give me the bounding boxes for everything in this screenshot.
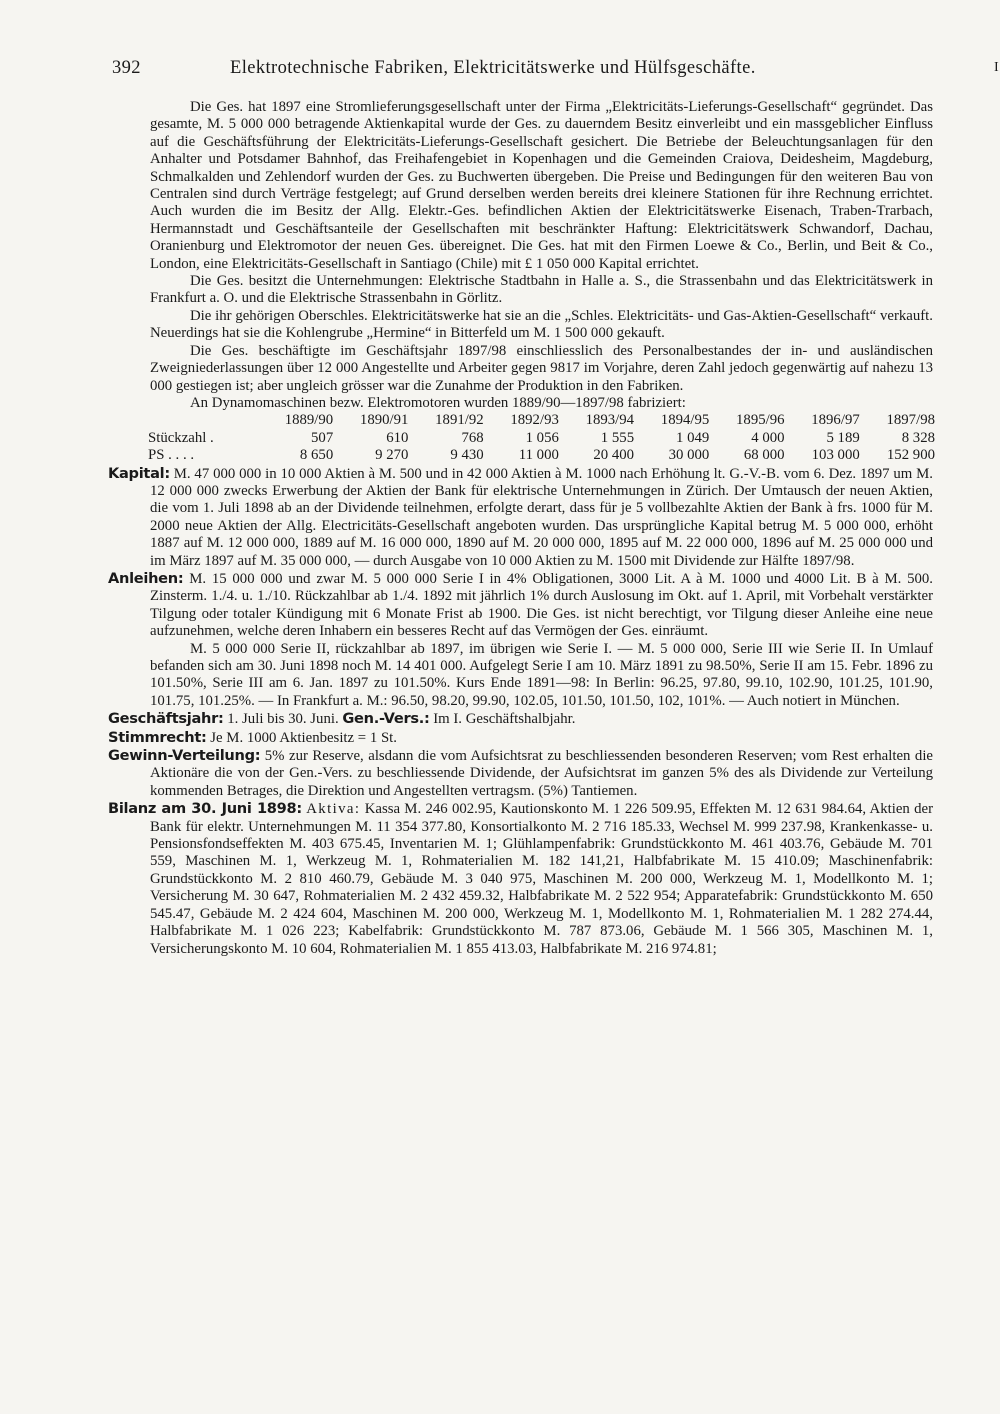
- section-geschaeftsjahr: [108, 710, 933, 728]
- body-text: [108, 99, 933, 958]
- year-header: 1890/91: [359, 412, 409, 429]
- paragraph-oberschles: Die ihr gehörigen Oberschles. Elektricitätswerke hat sie an die „Schles. Elektricitäts- und Gas-Aktien-Gesellschaft“ verkauft. Neuerdings hat sie die Kohlengrube „Hermine“ in Bitterfeld um M. 1 500 000 gekauft.: [150, 307, 933, 342]
- section-label-geschaeftsjahr: Geschäftsjahr:: [108, 710, 224, 728]
- section-text-stimmrecht: Je M. 1000 Aktienbesitz = 1 St.: [210, 729, 397, 746]
- table-cell: 9 430: [450, 447, 484, 464]
- section-bilanz: [108, 800, 933, 958]
- year-header: 1889/90: [284, 412, 334, 429]
- paragraph-subsidiary: Die Ges. hat 1897 eine Stromlieferungsgesellschaft unter der Firma „Elektricitäts-Lieferungs-Gesellschaft“ gegründet. Das gesamte, M. 5 000 000 betragende Aktienkapital wurde der Ges. zu dauerndem Besitz einverleibt und ein massgeblicher Einfluss auf die Geschäftsführung der Elektricitäts-Lieferungs-Gesellschaft gesichert. Die Betriebe der Beleuchtungsanlagen für den Anhalter und Potsdamer Bahnhof, das Freihafengebiet in Kopenhagen und die Gemeinden Craiova, Deidesheim, Magdeburg, Schmalkalden und Zehlendorf wurden der Ges. zu Buchwerten übergeben. Die Preise und Bedingungen für den weiteren Bau von Centralen sind durch Verträge festgelegt; auf Grund derselben werden bereits drei kleinere Stationen für ihre Rechnung errichtet. Auch wurden die im Besitz der Allg. Elektr.-Ges. befindlichen Aktien der Elektricitätswerke Eisenach, Traben-Trarbach, Hermannstadt und Geschäftsanteile der Gesellschaften mit beschränkter Haftung: Elektricitätswerk Schwandorf, Dachau, Oranienburg und Elektromotor der neuen Ges. übereignet. Die Ges. hat mit den Firmen Loewe & Co., Berlin, und Beit & Co., London, eine Elektricitäts-Gesellschaft in Santiago (Chile) mit £ 1 050 000 Kapital errichtet.: [150, 99, 933, 272]
- paragraph-enterprises: Die Ges. besitzt die Unternehmungen: Elektrische Stadtbahn in Halle a. S., die Strassenbahn und das Elektricitätswerk in Frankfurt a. O. und die Elektrische Strassenbahn in Görlitz.: [150, 273, 933, 307]
- section-text-genvers: Im I. Geschäftshalbjahr.: [433, 711, 576, 728]
- section-anleihen: [108, 570, 933, 641]
- table-cell: 1 555: [600, 429, 635, 446]
- table-cell: 20 400: [593, 447, 635, 464]
- section-label-bilanz: Bilanz am 30. Juni 1898:: [108, 800, 302, 818]
- section-label-gewinn: Gewinn-Verteilung:: [108, 747, 261, 765]
- edge-mark: I: [994, 60, 999, 75]
- section-label-anleihen: Anleihen:: [108, 569, 184, 587]
- table-row: [148, 430, 935, 447]
- section-text-kapital: M. 47 000 000 in 10 000 Aktien à M. 500 und in 42 000 Aktien à M. 1000 nach Erhöhung lt. G.-V.-B. vom 6. Dez. 1897 um M. 12 000 000 zwecks Erwerbung der Aktien der Bank für elektrische Unternehmungen in Zürich. Der Umtausch der neuen Aktien, die vom 1. Juli 1898 ab an der Dividende teilnehmen, erfolgte derart, dass für je 5 vollbezahlte Aktien der Bank à frs. 1000 für M. 2000 neue Aktien der Allg. Electricitäts-Gesellschaft angeboten wurden. Das ursprüngliche Kapital betrug M. 5 000 000, erhöht 1887 auf M. 12 000 000, 1889 auf M. 16 000 000, 1890 auf M. 20 000 000, 1895 auf M. 22 000 000, 1896 auf M. 25 000 000 und im März 1897 auf M. 35 000 000, — durch Ausgabe von 10 000 Aktien zu M. 1500 mit Dividende zur Hälfte 1897/98.: [150, 465, 933, 569]
- bilanz-aktiva-label: Aktiva:: [306, 801, 361, 818]
- year-header: 1894/95: [660, 412, 710, 429]
- table-cell: 507: [311, 429, 334, 446]
- year-header: 1895/96: [736, 412, 785, 429]
- section-text-anleihen: M. 15 000 000 und zwar M. 5 000 000 Serie I in 4% Obligationen, 3000 Lit. A à M. 1000 und 4000 Lit. B à M. 500. Zinsterm. 1./4. u. 1./10. Rückzahlbar ab 1./4. 1892 mit jährlich 1% durch Auslosung im Okt. auf 1. April, mit Vorbehalt verstärkter Tilgung oder totaler Kündigung mit 6 Monate Frist ab 1900. Die Ges. ist nicht berechtigt, vor Tilgung dieser Anleihe eine neue aufzunehmen, welche deren Inhabern ein besseres Recht auf das Vermögen der Ges. einräumt.: [150, 570, 933, 640]
- section-text-gewinn: 5% zur Reserve, alsdann die vom Aufsichtsrat zu beschliessenden besonderen Reserven; vom Rest erhalten die Aktionäre die von der Gen.-Vers. zu beschliessende Dividende, der Aufsichtsrat im ganzen 5% des als Dividende zur Verteilung kommenden Betrages, die Direktion und Angestellten vertragsm. (5%) Tantiemen.: [150, 748, 933, 799]
- year-header: 1896/97: [811, 412, 860, 429]
- section-label-kapital: Kapital:: [108, 464, 170, 482]
- table-cell: 152 900: [886, 447, 935, 464]
- table-cell: 4 000: [751, 429, 785, 446]
- table-cell: 5 189: [826, 429, 860, 446]
- paragraph-dynamo-intro: An Dynamomaschinen bezw. Elektromotoren wurden 1889/90—1897/98 fabriziert:: [190, 394, 686, 411]
- table-cell: 103 000: [811, 447, 860, 464]
- year-header: 1891/92: [435, 412, 484, 429]
- section-text-bilanz: Kassa M. 246 002.95, Kautionskonto M. 1 226 509.95, Effekten M. 12 631 984.64, Aktien der Bank für elektr. Unternehmungen M. 11 354 377.80, Konsortialkonto M. 2 716 185.33, Wechsel M. 999 237.98, Krankenkasse- u. Pensionsfondseffekten M. 403 675.45, Inventarien M. 1; Glühlampenfabrik: Grundstückkonto M. 461 403.76, Gebäude M. 701 559, Maschinen M. 1, Werkzeug M. 1, Rohmaterialien M. 182 141,21, Halbfabrikate M. 15 410.09; Maschinenfabrik: Grundstückkonto M. 2 810 460.79, Gebäude M. 3 040 975, Maschinen M. 200 000, Werkzeug M. 1, Modellkonto M. 1; Versicherung M. 30 647, Rohmaterialien M. 2 432 459.32, Halbfabrikate M. 2 522 954; Apparatefabrik: Grundstückkonto M. 650 545.47, Gebäude M. 2 424 604, Maschinen M. 200 000, Werkzeug M. 1, Modellkonto M. 1, Rohmaterialien M. 1 282 274.44, Halbfabrikate M. 1 026 223; Kabelfabrik: Grundstückkonto M. 787 873.06, Gebäude M. 1 566 305, Maschinen M. 1, Versicherungskonto M. 10 604, Rohmaterialien M. 1 855 413.03, Halbfabrikate M. 216 974.81;: [150, 801, 934, 957]
- paragraph-employees: Die Ges. beschäftigte im Geschäftsjahr 1897/98 einschliesslich des Personalbestandes der in- und ausländischen Zweigniederlassungen über 12 000 Angestellte und Arbeiter gegen 9817 im Vorjahre, deren Zahl jedoch gegenwärtig auf nahezu 13 000 gestiegen ist; aber ungleich grösser war die Zunahme der Produktion in den Fabriken.: [150, 342, 933, 394]
- year-header: 1892/93: [510, 412, 559, 429]
- section-label-genvers: Gen.-Vers.:: [342, 710, 430, 728]
- table-cell: 11 000: [518, 447, 559, 464]
- page-header: [112, 58, 834, 84]
- table-cell: 1 049: [676, 429, 710, 446]
- running-title: Elektrotechnische Fabriken, Elektricitätswerke und Hülfsgeschäfte.: [230, 58, 756, 78]
- year-header: 1893/94: [585, 412, 635, 429]
- section-gewinn: [108, 747, 933, 800]
- table-cell: 1 056: [525, 429, 559, 446]
- table-cell: 30 000: [668, 447, 710, 464]
- table-cell: 8 650: [299, 447, 334, 464]
- table-cell: 68 000: [743, 447, 785, 464]
- table-cell: 9 270: [375, 447, 409, 464]
- table-row: [148, 447, 935, 464]
- section-kapital: [108, 465, 933, 570]
- section-text-geschaeftsjahr: 1. Juli bis 30. Juni.: [227, 711, 339, 728]
- year-header: 1897/98: [886, 412, 935, 429]
- table-corner: [148, 412, 258, 429]
- row-label: PS . . . .: [148, 447, 195, 464]
- production-table-header: [148, 412, 935, 429]
- section-stimmrecht: [108, 729, 933, 747]
- table-cell: 768: [461, 429, 484, 446]
- table-cell: 610: [386, 429, 409, 446]
- section-label-stimmrecht: Stimmrecht:: [108, 728, 207, 746]
- page-number: 392: [112, 58, 141, 78]
- row-label: Stückzahl .: [148, 429, 214, 446]
- production-table: [148, 412, 935, 464]
- section-anleihen-continued: M. 5 000 000 Serie II, rückzahlbar ab 1897, im übrigen wie Serie I. — M. 5 000 000, Serie III wie Serie II. In Umlauf befanden sich am 30. Juni 1898 noch M. 14 401 000. Aufgelegt Serie I am 10. März 1891 zu 98.50%, Serie II am 15. Febr. 1896 zu 101.50%, Serie III am 6. Jan. 1897 zu 101.50%. Kurs Ende 1891—98: In Berlin: 96.25, 97.80, 99.10, 102.90, 101.25, 101.90, 101.75, 101.25%. — In Frankfurt a. M.: 96.50, 98.20, 99.90, 102.05, 101.50, 101.50, 102, 101%. — Auch notiert in München.: [150, 640, 933, 709]
- table-cell: 8 328: [901, 429, 935, 446]
